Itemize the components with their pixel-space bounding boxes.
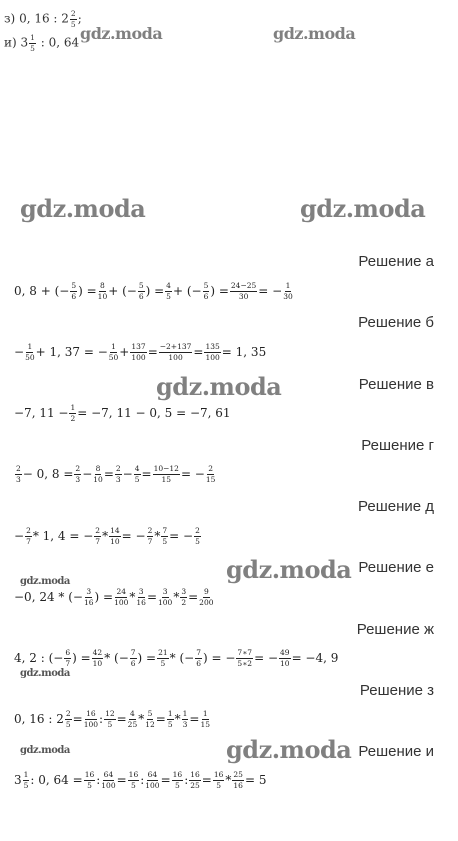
heading-solution-zh: Решение ж xyxy=(356,621,434,638)
solution-b: − $\frac{1}{50}$ + 1, 37 = − $\frac{1}{50}$ + $\frac{137}{100}$ = $\frac{-2+137}{100}$ = $\frac{135}{100}$ = 1, 35 xyxy=(14,342,267,362)
task-i: и) 3 $\frac{1}{5}$ : 0, 64 xyxy=(4,33,80,53)
watermark: gdz.moda xyxy=(226,555,352,584)
task-z-text: 0, 16 : 2 xyxy=(19,11,69,26)
watermark: gdz.moda xyxy=(20,194,146,223)
watermark: gdz.moda xyxy=(20,576,70,587)
task-z: з) 0, 16 : 2 $\frac{2}{5}$ ; xyxy=(4,9,82,29)
heading-solution-z: Решение з xyxy=(359,682,434,699)
watermark: gdz.moda xyxy=(20,668,70,679)
watermark: gdz.moda xyxy=(80,24,163,43)
task-i-prefix: и) xyxy=(4,35,17,50)
solution-g: $\frac{2}{3}$ − 0, 8 = $\frac{2}{3}$ − $\frac{8}{10}$ = $\frac{2}{3}$ − $\frac{4}{5}$ = $\frac{10-12}{15}$ = − $\frac{2}{15}$ xyxy=(16,464,216,484)
solution-i: 3 $\frac{1}{5}$ : 0, 64 = $\frac{16}{5}$ : $\frac{64}{100}$ = $\frac{16}{5}$ : $\frac{64}{100}$ = $\frac{16}{5}$ : $\frac{16}{25}$ = $\frac{16}{5}$ * $\frac{25}{16}$ = 5 xyxy=(14,770,267,790)
task-z-prefix: з) xyxy=(4,11,16,26)
task-i-fraction: $\frac{1}{5}$ xyxy=(30,33,35,53)
watermark: gdz.moda xyxy=(226,735,352,764)
heading-solution-e: Решение е xyxy=(358,559,434,576)
heading-solution-d: Решение д xyxy=(358,498,434,515)
solution-d: − $\frac{2}{7}$ * 1, 4 = − $\frac{2}{7}$ * $\frac{14}{10}$ = − $\frac{2}{7}$ * $\frac{7}{5}$ = − $\frac{2}{5}$ xyxy=(14,526,200,546)
solution-e: −0, 24 * (− $\frac{3}{16}$ ) = $\frac{24}{100}$ * $\frac{3}{16}$ = $\frac{3}{100}$ * $\frac{3}{2}$ = $\frac{9}{200}$ xyxy=(14,587,214,607)
heading-solution-b: Решение б xyxy=(358,314,434,331)
solution-a: 0, 8 + (− $\frac{5}{6}$ ) = $\frac{8}{10}$ + (− $\frac{5}{6}$ ) = $\frac{4}{5}$ + (− $\frac{5}{6}$ ) = $\frac{24-25}{30}$ = − $\frac{1}{30}$ xyxy=(14,281,293,301)
heading-solution-i: Решение и xyxy=(358,743,434,760)
solution-v: −7, 11 − $\frac{1}{2}$ = −7, 11 − 0, 5 = −7, 61 xyxy=(14,403,231,423)
solution-z: 0, 16 : 2 $\frac{2}{5}$ = $\frac{16}{100}$ : $\frac{12}{5}$ = $\frac{4}{25}$ * $\frac{5}{12}$ = $\frac{1}{5}$ * $\frac{1}{3}$ = $\frac{1}{15}$ xyxy=(14,709,210,729)
solution-zh: 4, 2 : (− $\frac{6}{7}$ ) = $\frac{42}{10}$ * (− $\frac{7}{6}$ ) = $\frac{21}{5}$ * (− $\frac{7}{6}$ ) = − $\frac{7∗7}{5∗2}$ = − $\frac{49}{10}$ = −4, 9 xyxy=(14,648,339,668)
watermark: gdz.moda xyxy=(156,372,282,401)
watermark: gdz.moda xyxy=(300,194,426,223)
heading-solution-v: Решение в xyxy=(358,376,434,393)
task-z-fraction: $\frac{2}{5}$ xyxy=(70,9,76,29)
task-i-text: : 0, 64 xyxy=(40,35,80,50)
heading-solution-a: Решение а xyxy=(358,253,434,270)
watermark: gdz.moda xyxy=(273,24,356,43)
watermark: gdz.moda xyxy=(20,745,70,756)
heading-solution-g: Решение г xyxy=(361,437,434,454)
